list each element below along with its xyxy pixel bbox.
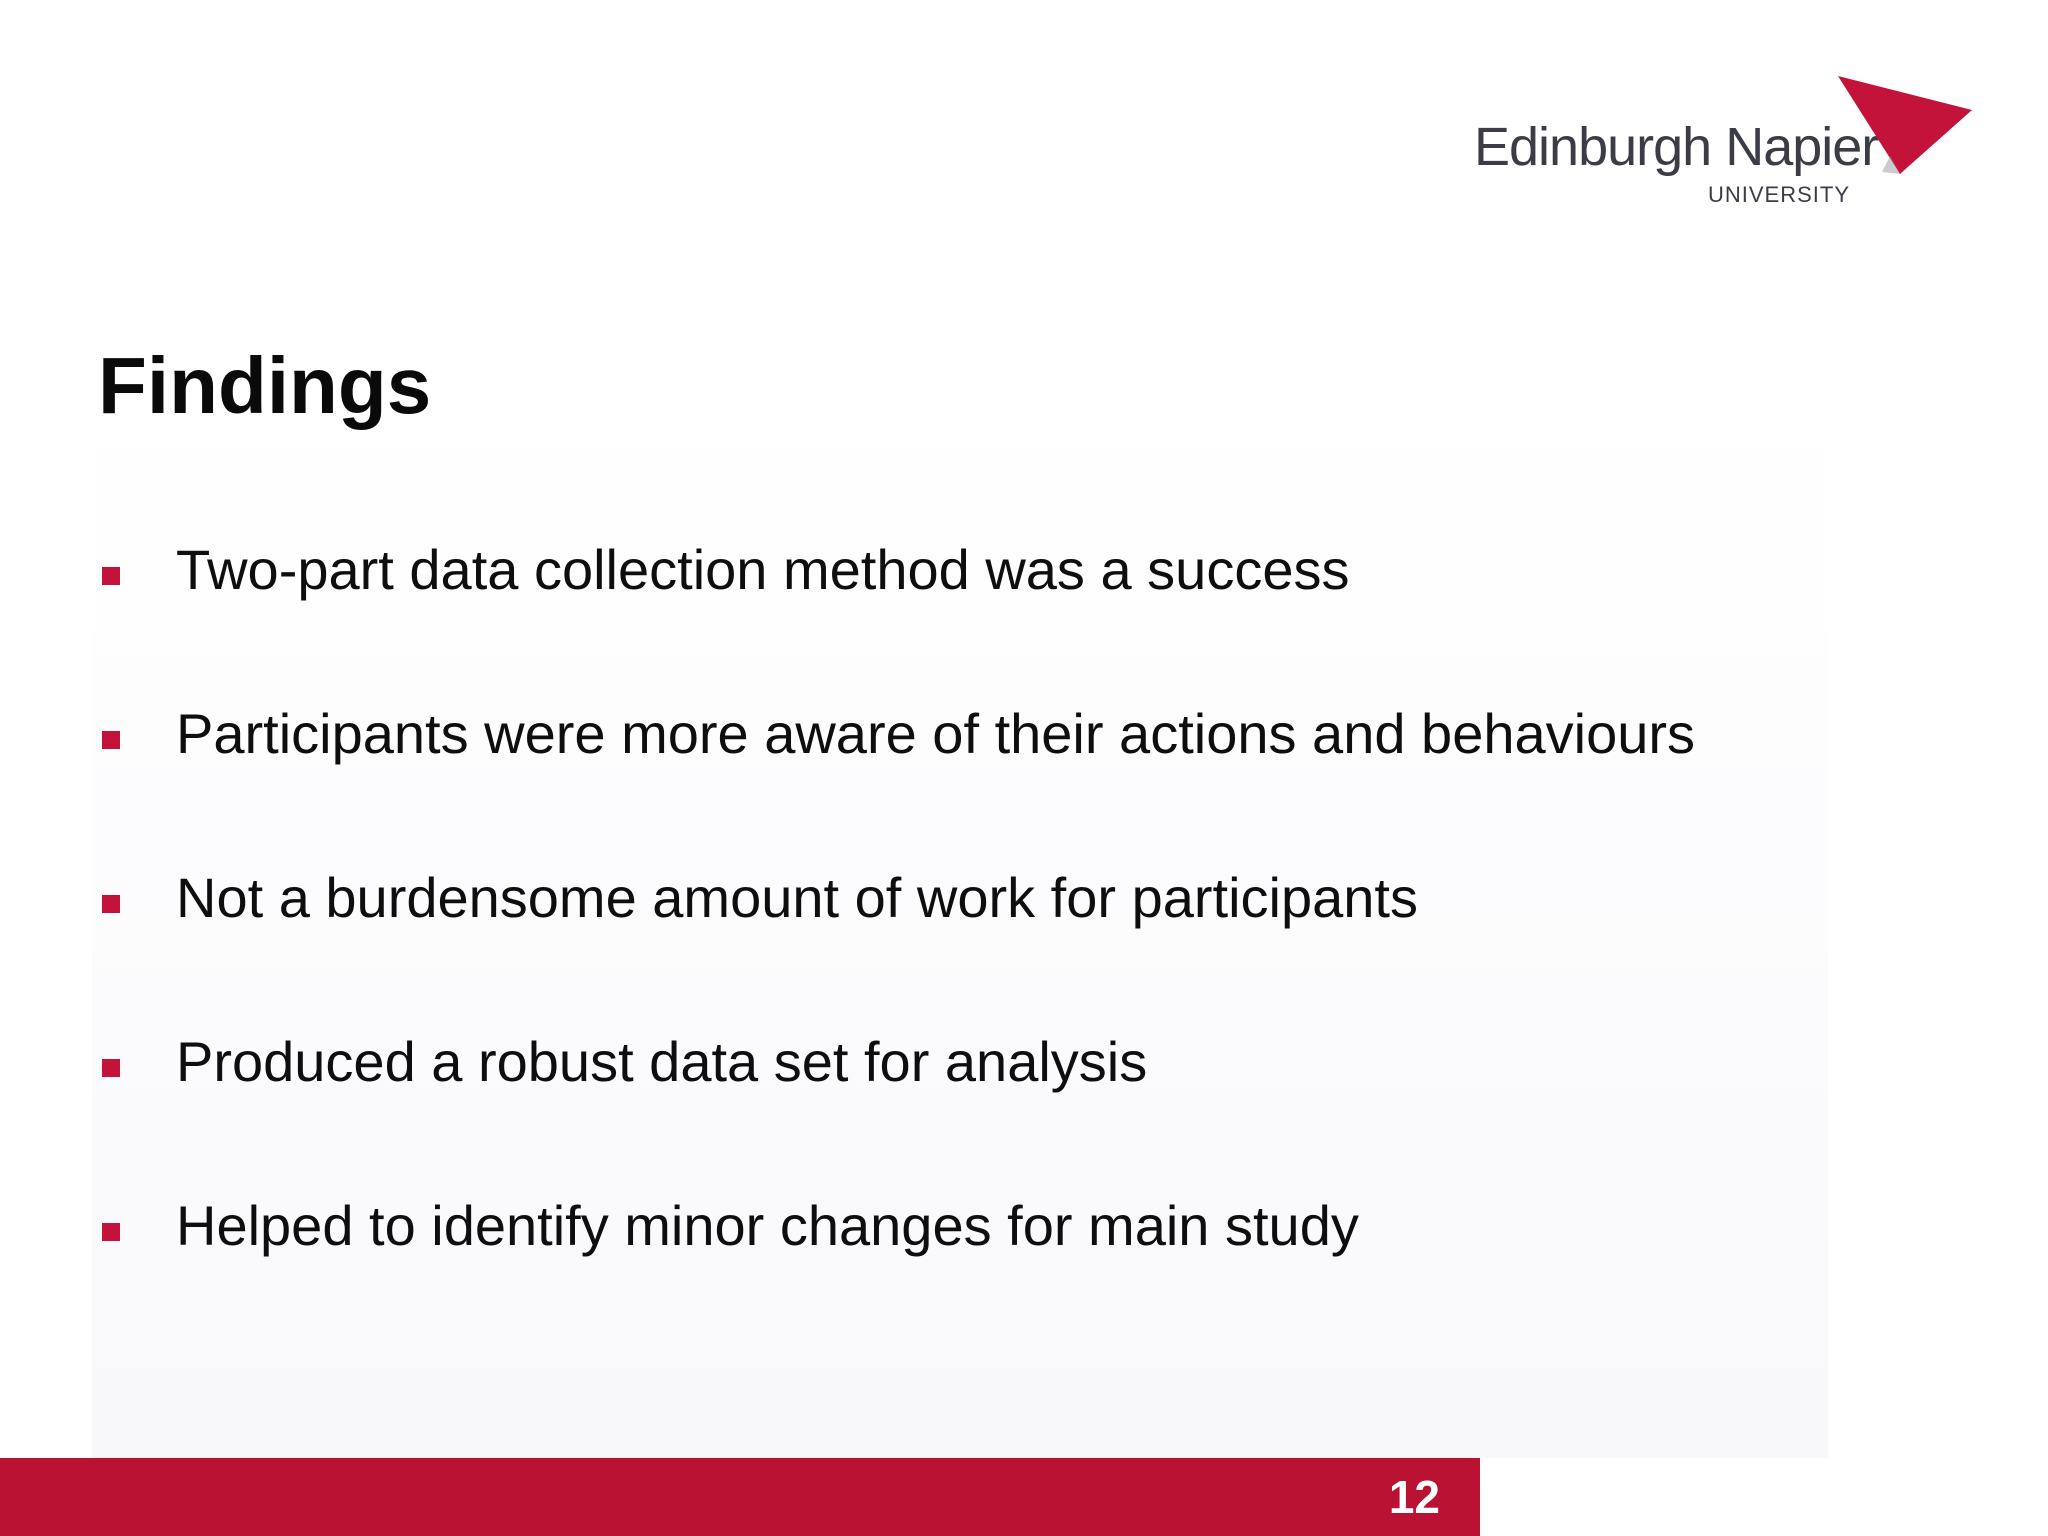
page-number: 12 [1388,1471,1440,1523]
bullet-item [102,1192,1695,1356]
bullet-text: Produced a robust data set for analysis [176,1030,1148,1093]
university-logo [1468,76,1972,210]
bullet-text: Two-part data collection method was a success [176,538,1350,601]
bullet-text: Helped to identify minor changes for main study [176,1194,1359,1257]
bullet-square-icon [102,731,120,749]
slide-title: Findings [98,341,432,430]
bullet-text: Participants were more aware of their actions and behaviours [176,702,1695,765]
logo-wordmark: Edinburgh Napier [1474,117,1879,177]
bullet-item [102,700,1695,864]
bullet-square-icon [102,567,120,585]
bullet-square-icon [102,1059,120,1077]
bullet-item [102,536,1695,700]
logo-subtitle: UNIVERSITY [1708,182,1851,207]
footer-bar [0,1458,1480,1536]
bullet-list [102,536,1695,1356]
bullet-text: Not a burdensome amount of work for participants [176,866,1418,929]
bullet-item [102,864,1695,1028]
logo-triangle-icon [1828,76,1972,176]
bullet-square-icon [102,1223,120,1241]
bullet-square-icon [102,895,120,913]
bullet-item [102,1028,1695,1192]
